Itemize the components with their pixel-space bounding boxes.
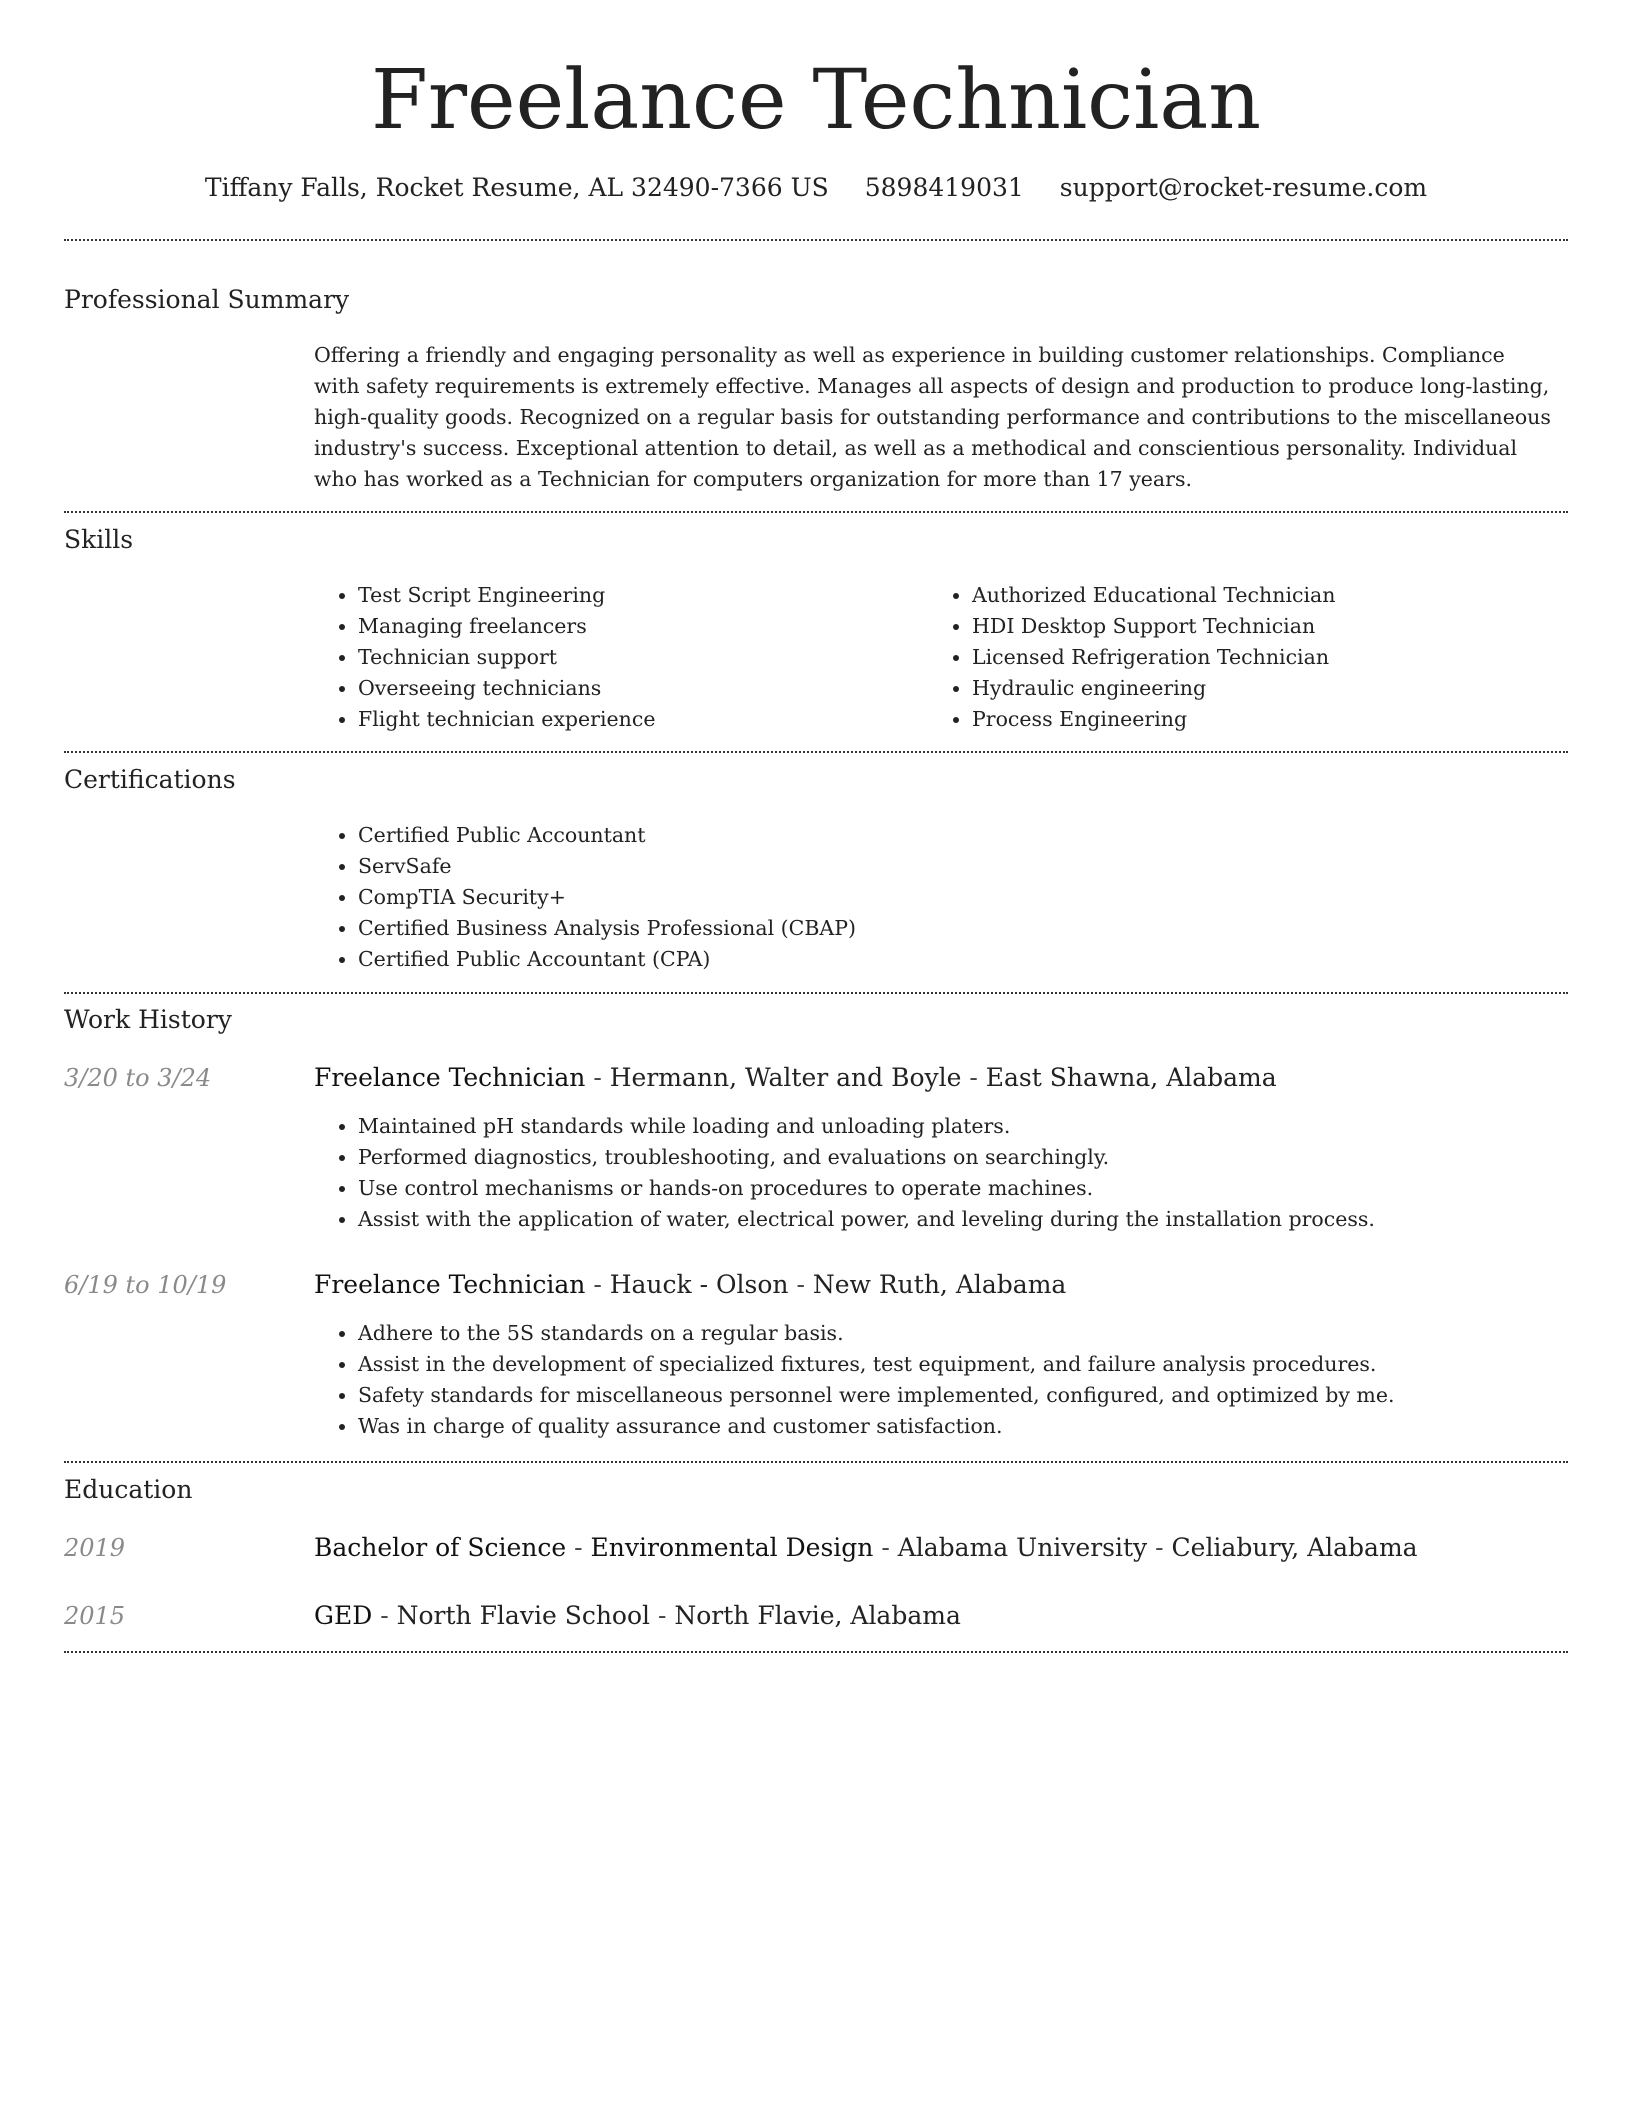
separator: - <box>873 1533 898 1562</box>
job-bullets <box>314 1111 1598 1235</box>
job-bullet: • Use control mechanisms or hands-on procedures to operate machines. <box>358 1173 1598 1204</box>
job-bullet: • Adhere to the 5S standards on a regular basis. <box>358 1318 1598 1349</box>
education-location: North Flavie, Alabama <box>674 1601 961 1630</box>
education-divider <box>64 1651 1568 1653</box>
skill-item: • Technician support <box>358 642 928 673</box>
job-employer: Hauck - Olson <box>609 1270 789 1299</box>
certification-item: • ServSafe <box>358 851 1558 882</box>
education-degree: Bachelor of Science <box>314 1533 567 1562</box>
contact-address: Tiffany Falls, Rocket Resume, AL 32490-7366 US <box>204 173 829 202</box>
certifications-heading: Certifications <box>64 765 236 794</box>
education-location: Celiabury, Alabama <box>1171 1533 1418 1562</box>
skill-item: • Flight technician experience <box>358 704 928 735</box>
certification-item: • Certified Public Accountant (CPA) <box>358 944 1558 975</box>
job-role: Freelance Technician <box>314 1063 586 1092</box>
certification-item: • CompTIA Security+ <box>358 882 1558 913</box>
education-year: 2019 <box>64 1534 126 1562</box>
skills-divider <box>64 751 1568 753</box>
separator: - <box>788 1270 813 1299</box>
skills-list-left <box>314 580 928 735</box>
education-field: Environmental Design <box>590 1533 874 1562</box>
contact-phone: 5898419031 <box>864 173 1024 202</box>
certifications-list <box>314 820 1558 975</box>
job-bullet: • Safety standards for miscellaneous personnel were implemented, configured, and optimized by me. <box>358 1380 1598 1411</box>
skill-item: • Test Script Engineering <box>358 580 928 611</box>
job-dates: 3/20 to 3/24 <box>64 1064 212 1092</box>
job-dates: 6/19 to 10/19 <box>64 1271 227 1299</box>
education-year: 2015 <box>64 1602 126 1630</box>
education-school: North Flavie School <box>396 1601 651 1630</box>
job-bullet: • Was in charge of quality assurance and customer satisfaction. <box>358 1411 1598 1442</box>
separator: - <box>585 1270 610 1299</box>
job-employer: Hermann, Walter and Boyle <box>609 1063 962 1092</box>
skill-item: • Process Engineering <box>972 704 1592 735</box>
job-bullet: • Maintained pH standards while loading and unloading platers. <box>358 1111 1598 1142</box>
skill-item: • Hydraulic engineering <box>972 673 1592 704</box>
skill-item: • Overseeing technicians <box>358 673 928 704</box>
education-entry <box>314 1599 961 1633</box>
certification-item: • Certified Business Analysis Professional (CBAP) <box>358 913 1558 944</box>
skill-item: • Authorized Educational Technician <box>972 580 1592 611</box>
skill-item: • Licensed Refrigeration Technician <box>972 642 1592 673</box>
separator: - <box>961 1063 986 1092</box>
skill-item: • HDI Desktop Support Technician <box>972 611 1592 642</box>
job-heading <box>314 1061 1277 1095</box>
skills-list-right <box>928 580 1592 735</box>
separator: - <box>650 1601 675 1630</box>
separator: - <box>372 1601 397 1630</box>
skill-item: • Managing freelancers <box>358 611 928 642</box>
job-bullet: • Assist with the application of water, electrical power, and leveling during the installation process. <box>358 1204 1598 1235</box>
work-heading: Work History <box>64 1005 232 1034</box>
header-divider <box>64 239 1568 241</box>
summary-heading: Professional Summary <box>64 285 350 314</box>
summary-divider <box>64 511 1568 513</box>
skills-heading: Skills <box>64 525 134 554</box>
job-bullet: • Performed diagnostics, troubleshooting, and evaluations on searchingly. <box>358 1142 1598 1173</box>
separator: - <box>566 1533 591 1562</box>
job-bullet: • Assist in the development of specialized fixtures, test equipment, and failure analysis procedures. <box>358 1349 1598 1380</box>
education-heading: Education <box>64 1475 193 1504</box>
certification-item: • Certified Public Accountant <box>358 820 1558 851</box>
separator: - <box>1147 1533 1172 1562</box>
job-location: East Shawna, Alabama <box>985 1063 1277 1092</box>
resume-name: Freelance Technician <box>370 53 1262 148</box>
job-role: Freelance Technician <box>314 1270 586 1299</box>
education-entry <box>314 1531 1418 1565</box>
contact-line <box>0 170 1632 206</box>
job-bullets <box>314 1318 1598 1442</box>
summary-text: Offering a friendly and engaging personality as well as experience in building customer relationships. Compliance with safety requirements is extremely effective. Manages all aspects of design and production to produce long-lasting, high-quality goods. Recognized on a regular basis for outstanding performance and contributions to the miscellaneous industry's success. Exceptional attention to detail, as well as a methodical and conscientious personality. Individual who has worked as a Technician for computers organization for more than 17 years. <box>314 343 1551 491</box>
education-school: Alabama University <box>897 1533 1148 1562</box>
certifications-divider <box>64 992 1568 994</box>
education-degree: GED <box>314 1601 373 1630</box>
job-location: New Ruth, Alabama <box>812 1270 1067 1299</box>
contact-email: support@rocket-resume.com <box>1059 173 1428 202</box>
separator: - <box>585 1063 610 1092</box>
job-heading <box>314 1268 1066 1302</box>
work-divider <box>64 1461 1568 1463</box>
